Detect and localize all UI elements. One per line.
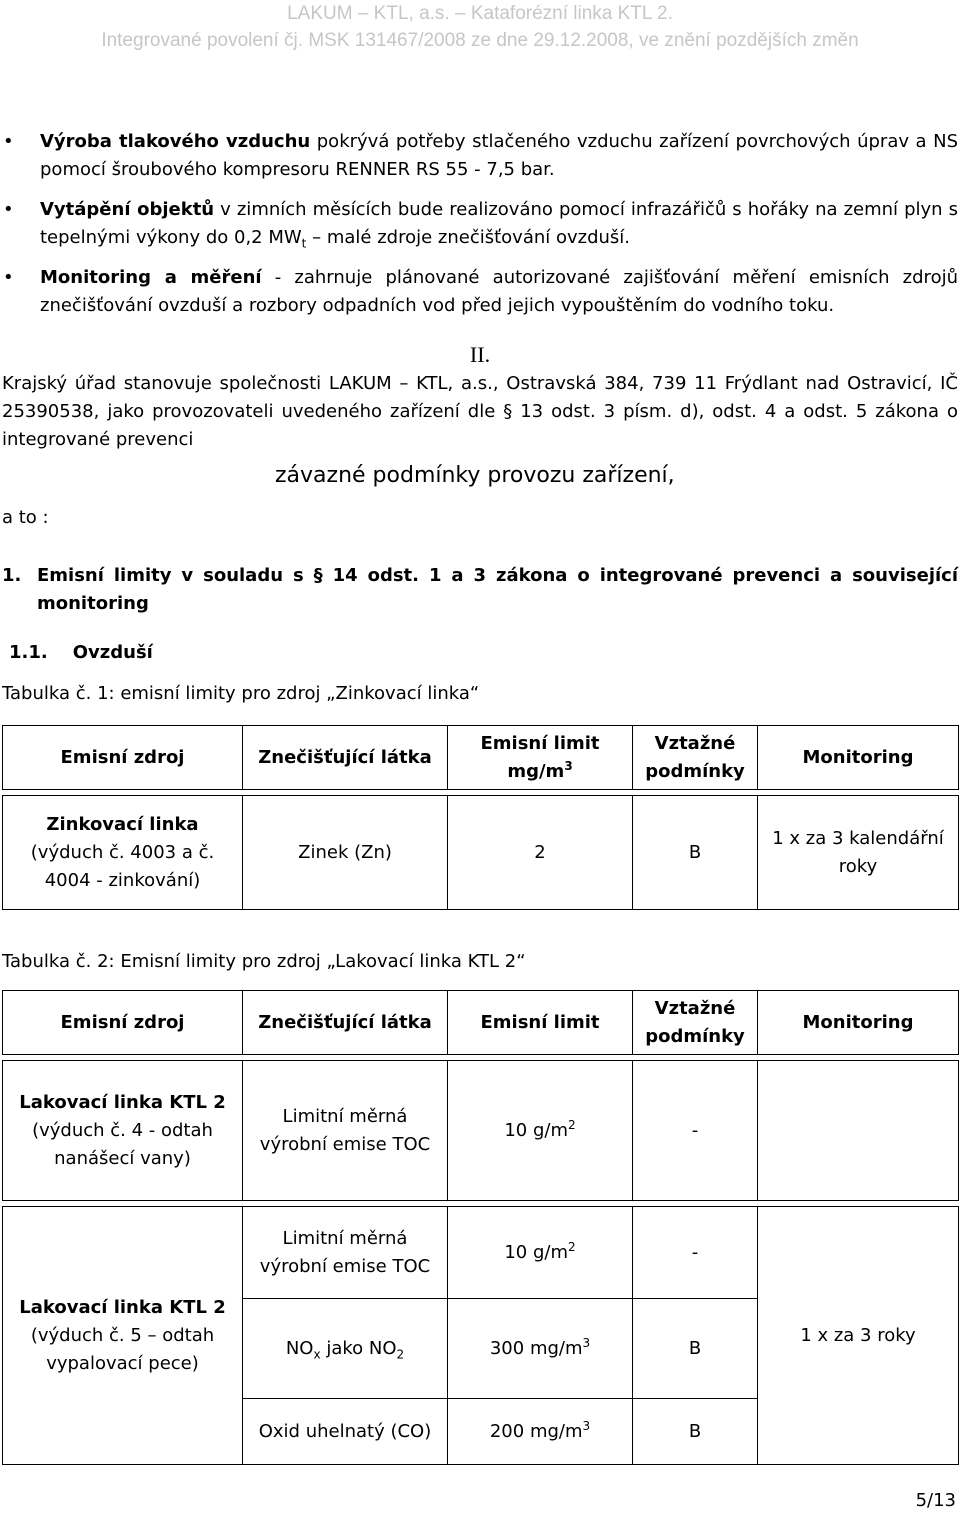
a-to-label: a to : xyxy=(2,507,49,528)
cell-conditions: B xyxy=(633,796,758,910)
header-limit-label: Emisní limit xyxy=(480,732,600,754)
table-header-row xyxy=(3,991,959,1055)
bullet-text: - zahrnuje plánované autorizované zajišťování měření emisních zdrojů znečišťování ovzduší a rozbory odpadních vod před jejich vypouštěním do vodního toku. xyxy=(40,267,958,316)
header-company-title: LAKUM – KTL, a.s. – Kataforézní linka KTL 2. xyxy=(287,3,673,24)
bullet-lead: Vytápění objektů xyxy=(40,199,215,220)
limit-value: 10 g/m xyxy=(504,1241,568,1263)
source-name: Zinkovací linka xyxy=(46,813,199,835)
header-limit-unit: mg/m xyxy=(507,760,565,782)
bullet-lead: Monitoring a měření xyxy=(40,267,262,288)
subscript: t xyxy=(301,236,307,251)
table-row xyxy=(3,1061,959,1201)
header-pollutant: Znečišťující látka xyxy=(243,991,448,1055)
cell-monitoring: 1 x za 3 kalendářní roky xyxy=(758,796,959,910)
source-detail: (výduch č. 4003 a č. 4004 - zinkování) xyxy=(30,841,215,891)
header-monitoring: Monitoring xyxy=(758,991,959,1055)
cell-limit xyxy=(448,1061,633,1201)
cell-source xyxy=(3,1207,243,1465)
bullet-item xyxy=(0,128,960,190)
header-permit-reference: Integrované povolení čj. MSK 131467/2008 ze dne 29.12.2008, ve znění pozdějších změn xyxy=(101,30,859,51)
source-name: Lakovací linka KTL 2 xyxy=(19,1296,226,1318)
section-number: 1.1. xyxy=(9,642,48,663)
bullet-item xyxy=(0,196,960,258)
source-name: Lakovací linka KTL 2 xyxy=(19,1091,226,1113)
table-row xyxy=(3,796,959,910)
header-limit: Emisní limit xyxy=(448,991,633,1055)
subscript: 2 xyxy=(396,1347,405,1362)
bullet-text: pokrývá potřeby stlačeného vzduchu zařízení povrchových úprav a NS pomocí šroubového kompresoru RENNER RS 55 - 7,5 bar. xyxy=(40,131,959,180)
cell-pollutant: Oxid uhelnatý (CO) xyxy=(243,1399,448,1465)
header-monitoring: Monitoring xyxy=(758,726,959,790)
source-detail: (výduch č. 4 - odtah nanášecí vany) xyxy=(32,1119,213,1169)
header-conditions: Vztažné podmínky xyxy=(633,726,758,790)
table-row xyxy=(3,1207,959,1299)
pollutant-text: jako NO xyxy=(320,1337,397,1359)
cell-source xyxy=(3,796,243,910)
header-source: Emisní zdroj xyxy=(3,991,243,1055)
cell-pollutant: Limitní měrná výrobní emise TOC xyxy=(243,1207,448,1299)
pollutant-text: NO xyxy=(285,1337,314,1359)
page-number: 5/13 xyxy=(915,1490,956,1511)
superscript: 3 xyxy=(564,758,573,773)
table-header-row xyxy=(3,726,959,790)
table-paint-line xyxy=(2,990,959,1465)
section-1-1-heading xyxy=(9,642,153,663)
section-1-heading xyxy=(2,562,958,618)
limit-value: 200 mg/m xyxy=(489,1420,583,1442)
header-pollutant: Znečišťující látka xyxy=(243,726,448,790)
header-conditions: Vztažné podmínky xyxy=(633,991,758,1055)
header-limit xyxy=(448,726,633,790)
cell-pollutant: Limitní měrná výrobní emise TOC xyxy=(243,1061,448,1201)
table1-caption: Tabulka č. 1: emisní limity pro zdroj „Zinkovací linka“ xyxy=(2,683,480,704)
header-source: Emisní zdroj xyxy=(3,726,243,790)
cell-limit xyxy=(448,1299,633,1399)
table-zinc-line xyxy=(2,725,959,910)
source-detail: (výduch č. 5 – odtah vypalovací pece) xyxy=(30,1324,215,1374)
cell-limit xyxy=(448,1207,633,1299)
superscript: 3 xyxy=(582,1418,591,1433)
cell-conditions: B xyxy=(633,1399,758,1465)
limit-value: 300 mg/m xyxy=(489,1337,583,1359)
cell-limit xyxy=(448,1399,633,1465)
cell-limit: 2 xyxy=(448,796,633,910)
cell-monitoring: 1 x za 3 roky xyxy=(758,1207,959,1465)
section-roman-numeral: II. xyxy=(469,342,491,367)
cell-conditions: - xyxy=(633,1207,758,1299)
section-title: Emisní limity v souladu s § 14 odst. 1 a 3 zákona o integrované prevenci a související monitoring xyxy=(37,565,958,614)
bullet-text: v zimních měsících bude realizováno pomocí infrazářičů s hořáky na zemní plyn s tepelnými výkony do 0,2 MW xyxy=(40,199,958,248)
table2-caption: Tabulka č. 2: Emisní limity pro zdroj „Lakovací linka KTL 2“ xyxy=(2,951,526,972)
decision-paragraph: Krajský úřad stanovuje společnosti LAKUM – KTL, a.s., Ostravská 384, 739 11 Frýdlant nad Ostravicí, IČ 25390538, jako provozovateli uvedeného zařízení dle § 13 odst. 3 písm. d), odst. 4 a odst. 5 zákona o integrované prevenci xyxy=(2,373,958,450)
cell-monitoring xyxy=(758,1061,959,1201)
cell-pollutant: Zinek (Zn) xyxy=(243,796,448,910)
superscript: 2 xyxy=(568,1239,576,1254)
section-number: 1. xyxy=(2,565,22,586)
limit-value: 10 g/m xyxy=(504,1119,568,1141)
bullet-text: – malé zdroje znečišťování ovzduší. xyxy=(306,227,631,248)
cell-source xyxy=(3,1061,243,1201)
conditions-title: závazné podmínky provozu zařízení, xyxy=(275,463,675,488)
subscript: x xyxy=(313,1347,321,1362)
bullet-list xyxy=(0,128,960,326)
bullet-lead: Výroba tlakového vzduchu xyxy=(40,131,311,152)
cell-conditions: - xyxy=(633,1061,758,1201)
superscript: 2 xyxy=(568,1117,576,1132)
section-title: Ovzduší xyxy=(72,642,153,663)
cell-pollutant xyxy=(243,1299,448,1399)
superscript: 3 xyxy=(582,1335,591,1350)
cell-conditions: B xyxy=(633,1299,758,1399)
bullet-item xyxy=(0,264,960,320)
